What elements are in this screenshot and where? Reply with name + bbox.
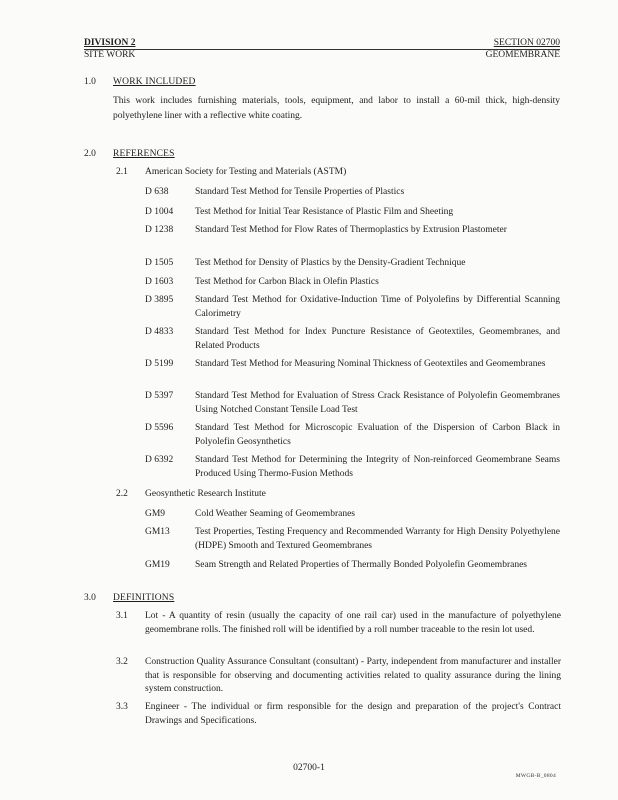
reference-desc: Standard Test Method for Tensile Properties of Plastics bbox=[195, 187, 405, 197]
division-label: DIVISION 2 bbox=[84, 38, 136, 48]
definition-number: 3.2 bbox=[116, 657, 128, 667]
reference-item bbox=[145, 294, 560, 321]
reference-item bbox=[145, 508, 560, 522]
reference-item bbox=[145, 526, 560, 553]
reference-code: D 1505 bbox=[145, 258, 174, 268]
definition-text: Lot - A quantity of resin (usually the capacity of one rail car) used in the manufacture of polyethylene geomembrane rolls. The finished roll will be identified by a roll number traceable to the resin lot used. bbox=[145, 611, 561, 635]
reference-desc: Cold Weather Seaming of Geomembranes bbox=[195, 509, 355, 519]
definition-text: Construction Quality Assurance Consultant (consultant) - Party, independent from manufacturer and installer that is responsible for observing and documenting activities related to quality assurance during the lining system construction. bbox=[145, 657, 561, 695]
subsection-2-1-number: 2.1 bbox=[116, 167, 128, 177]
section-title: GEOMEMBRANE bbox=[485, 50, 560, 60]
document-stamp: MWGB-B_0804 bbox=[515, 773, 556, 779]
reference-code: D 5397 bbox=[145, 391, 174, 401]
reference-code: D 1004 bbox=[145, 207, 174, 217]
definition-item bbox=[116, 656, 561, 697]
section-1-number: 1.0 bbox=[84, 77, 96, 87]
reference-desc: Standard Test Method for Oxidative-Induction Time of Polyolefins by Differential Scanning Calorimetry bbox=[195, 295, 560, 319]
reference-desc: Test Method for Initial Tear Resistance of Plastic Film and Sheeting bbox=[195, 207, 454, 217]
subsection-2-2-number: 2.2 bbox=[116, 489, 128, 499]
reference-code: D 4833 bbox=[145, 327, 174, 337]
definition-text: Engineer - The individual or firm responsible for the design and preparation of the project's Contract Drawings and Specifications. bbox=[145, 702, 561, 726]
definition-item bbox=[116, 610, 561, 637]
reference-item bbox=[145, 257, 560, 271]
reference-code: D 5199 bbox=[145, 359, 174, 369]
reference-desc: Test Method for Carbon Black in Olefin Plastics bbox=[195, 277, 379, 287]
reference-code: D 6392 bbox=[145, 455, 174, 465]
page-number: 02700-1 bbox=[293, 763, 325, 773]
reference-code: D 1238 bbox=[145, 225, 174, 235]
division-subtitle: SITE WORK bbox=[84, 50, 136, 60]
definition-number: 3.3 bbox=[116, 702, 128, 712]
reference-desc: Standard Test Method for Determining the Integrity of Non-reinforced Geomembrane Seams Produced Using Thermo-Fusion Methods bbox=[195, 455, 560, 479]
section-2-number: 2.0 bbox=[84, 149, 96, 159]
reference-desc: Standard Test Method for Microscopic Evaluation of the Dispersion of Carbon Black in Polyolefin Geosynthetics bbox=[195, 423, 560, 447]
reference-code: D 3895 bbox=[145, 295, 174, 305]
reference-item bbox=[145, 224, 560, 238]
reference-item bbox=[145, 276, 560, 290]
section-1-title: WORK INCLUDED bbox=[113, 77, 196, 87]
reference-item bbox=[145, 422, 560, 449]
reference-item bbox=[145, 559, 560, 573]
reference-desc: Standard Test Method for Flow Rates of Thermoplastics by Extrusion Plastometer bbox=[195, 225, 507, 235]
subsection-2-1-title: American Society for Testing and Materials (ASTM) bbox=[145, 167, 347, 177]
reference-item bbox=[145, 326, 560, 353]
section-3-number: 3.0 bbox=[84, 593, 96, 603]
reference-desc: Standard Test Method for Evaluation of Stress Crack Resistance of Polyolefin Geomembranes Using Notched Constant Tensile Load Test bbox=[195, 391, 560, 415]
reference-desc: Standard Test Method for Measuring Nominal Thickness of Geotextiles and Geomembranes bbox=[195, 359, 546, 369]
reference-item bbox=[145, 358, 560, 372]
reference-desc: Test Properties, Testing Frequency and Recommended Warranty for High Density Polyethylene (HDPE) Smooth and Textured Geomembranes bbox=[195, 527, 560, 551]
reference-item bbox=[145, 390, 560, 417]
reference-item bbox=[145, 186, 560, 200]
reference-code: GM9 bbox=[145, 509, 166, 519]
definition-number: 3.1 bbox=[116, 611, 128, 621]
header-rule bbox=[84, 49, 560, 50]
reference-code: D 638 bbox=[145, 187, 169, 197]
section-number: SECTION 02700 bbox=[493, 38, 560, 48]
reference-code: GM13 bbox=[145, 527, 170, 537]
reference-code: D 5596 bbox=[145, 423, 174, 433]
section-2-title: REFERENCES bbox=[113, 149, 175, 159]
reference-item bbox=[145, 454, 560, 481]
reference-code: D 1603 bbox=[145, 277, 174, 287]
section-3-title: DEFINITIONS bbox=[113, 593, 175, 603]
reference-desc: Standard Test Method for Index Puncture Resistance of Geotextiles, Geomembranes, and Related Products bbox=[195, 327, 560, 351]
subsection-2-2-title: Geosynthetic Research Institute bbox=[145, 489, 266, 499]
reference-desc: Seam Strength and Related Properties of Thermally Bonded Polyolefin Geomembranes bbox=[195, 560, 527, 570]
reference-item bbox=[145, 206, 560, 220]
definition-item bbox=[116, 701, 561, 728]
section-1-text: This work includes furnishing materials, tools, equipment, and labor to install a 60-mil thick, high-density polyethylene liner with a reflective white coating. bbox=[113, 96, 560, 121]
reference-code: GM19 bbox=[145, 560, 170, 570]
reference-desc: Test Method for Density of Plastics by the Density-Gradient Technique bbox=[195, 258, 466, 268]
